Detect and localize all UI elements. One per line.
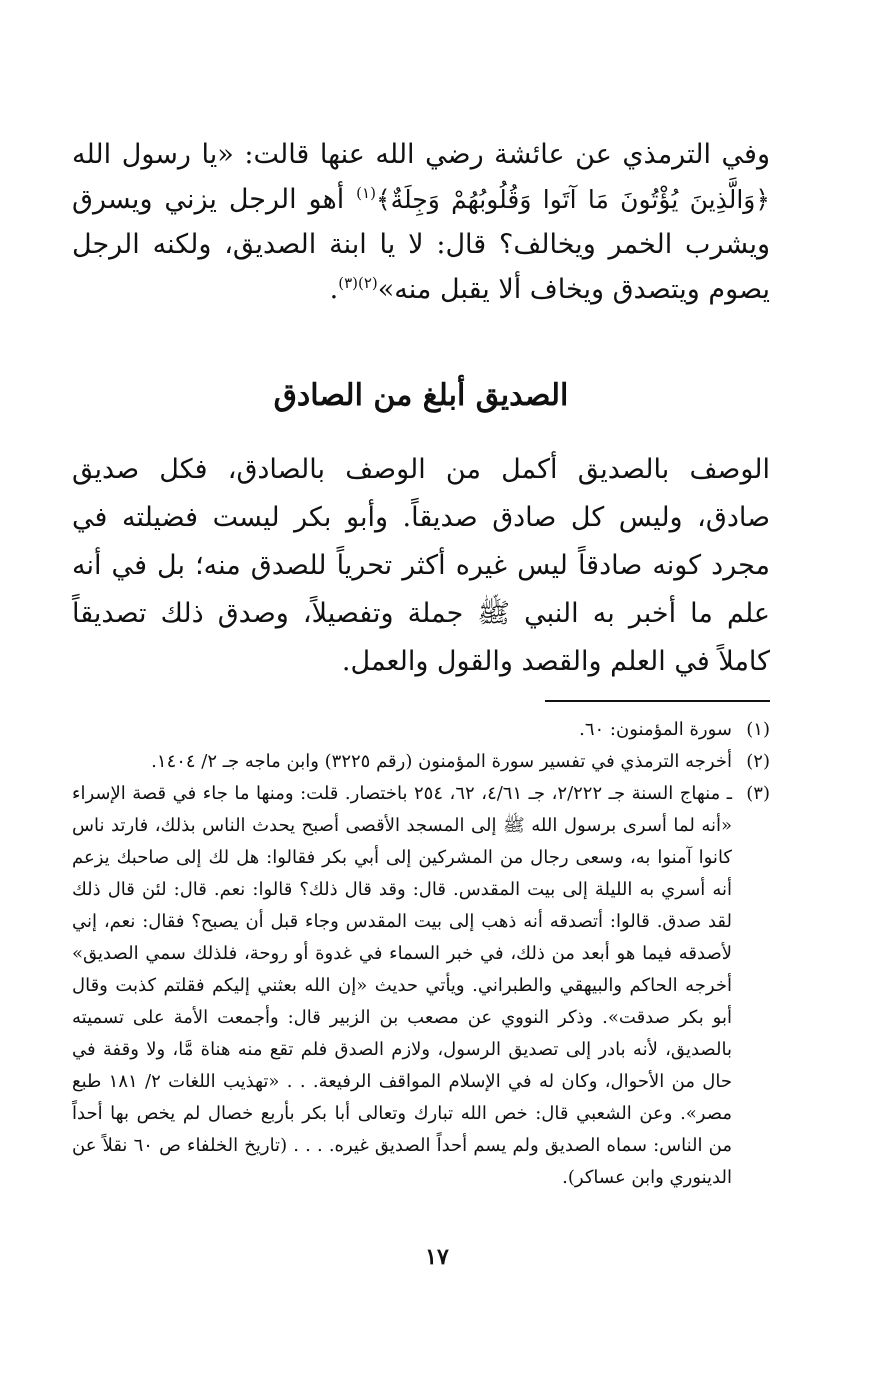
footnote-divider [545,700,770,702]
footnote [72,714,770,746]
footnote [72,746,770,778]
footnotes [72,714,770,1194]
footnote-text: ـ منهاج السنة جـ ٢/٢٢٢، جـ ٤/٦١، ٦٢، ٢٥٤ باختصار. قلت: ومنها ما جاء في قصة الإسراء «أنه لما أسرى برسول الله ﷺ إلى المسجد الأقصى أصبح يحدث الناس بذلك، فارتد ناس كانوا آمنوا به، وسعى رجال من المشركين إلى أبي بكر فقالوا: هل لك إلى صاحبك يزعم أنه أسري به الليلة إلى بيت المقدس. قال: وقد قال ذلك؟ قالوا: نعم. قال: لئن قال ذلك لقد صدق. قالوا: أتصدقه أنه ذهب إلى بيت المقدس وجاء قبل أن يصبح؟ فقال: نعم، إني لأصدقه فيما هو أبعد من ذلك، في خبر السماء في غدوة أو روحة، فلذلك سمي الصديق» أخرجه الحاكم والبيهقي والطبراني. ويأتي حديث «إن الله بعثني إليكم فقلتم كذبت وقال أبو بكر صدقت». وذكر النووي عن مصعب بن الزبير قال: وأجمعت الأمة على تسميته بالصديق، لأنه بادر إلى تصديق الرسول، ولازم الصدق فلم تقع منه هناة مَّا، ولا وقفة في حال من الأحوال، وكان له في الإسلام المواقف الرفيعة. . . «تهذيب اللغات ٢/ ١٨١ طبع مصر». وعن الشعبي قال: خص الله تبارك وتعالى أبا بكر بأربع خصال لم يخص بها أحداً من الناس: سماه الصديق ولم يسم أحداً الصديق غيره. . . . (تاريخ الخلفاء ص ٦٠ نقلاً عن الدينوري وابن عساكر). [72,783,733,1188]
page-body [72,132,770,1194]
paragraph1-part1: وفي الترمذي عن عائشة رضي الله عنها قالت: «يا رسول الله [72,139,770,170]
footnote-number: (٣) [746,783,770,804]
section-heading: الصديق أبلغ من الصادق [273,378,569,413]
paragraph1-part2: أهو الرجل يزني ويسرق ويشرب الخمر ويخالف؟ قال: لا يا ابنة الصديق، ولكنه الرجل يصوم ويتصدق ويخاف ألا يقبل منه» [72,184,770,305]
footnote-ref-2-3: (٢)(٣) [338,274,378,292]
footnote-number: (١) [746,719,770,740]
section-paragraph: الوصف بالصديق أكمل من الوصف بالصادق، فكل صديق صادق، وليس كل صادق صديقاً. وأبو بكر ليست فضيلته في مجرد كونه صادقاً ليس غيره أكثر تحرياً للصدق منه؛ بل في أنه علم ما أخبر به النبي ﷺ جملة وتفصيلاً، وصدق ذلك تصديقاً كاملاً في العلم والقصد والقول والعمل. [72,454,770,677]
footnote-text: أخرجه الترمذي في تفسير سورة المؤمنون (رقم ٣٢٢٥) وابن ماجه جـ ٢/ ١٤٠٤. [151,751,732,772]
quran-verse: ﴿وَالَّذِينَ يُؤْتُونَ مَا آتَوا وَقُلُوبُهُمْ وَجِلَةٌ﴾ [375,185,770,214]
footnote-number: (٢) [746,751,770,772]
footnote-text: سورة المؤمنون: ٦٠. [579,719,732,740]
footnote [72,778,770,1194]
page-number: ١٧ [425,1244,449,1270]
opening-paragraph [72,132,770,312]
footnote-ref-1: (١) [356,184,376,202]
paragraph1-end: . [329,274,339,305]
